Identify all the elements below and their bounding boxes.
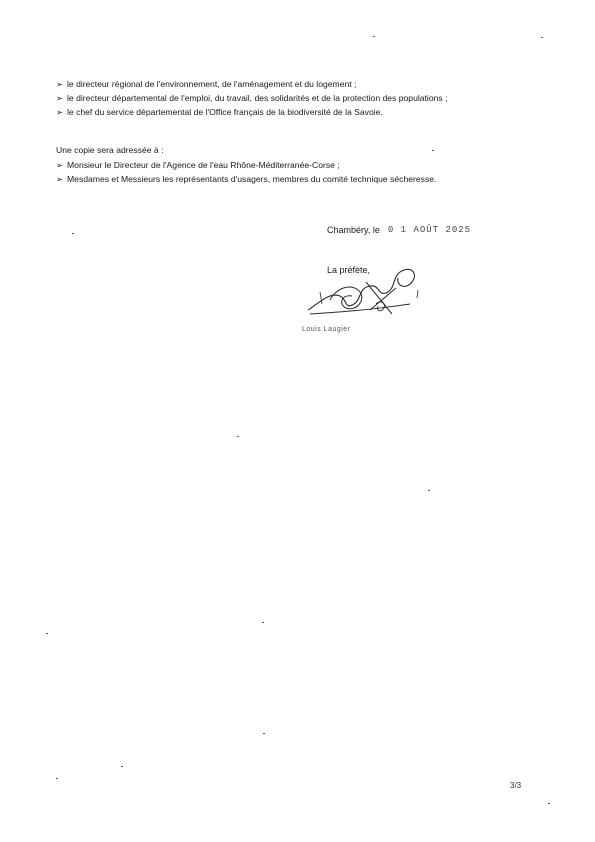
copy-recipients-list: [56, 160, 526, 188]
list-item-text: Monsieur le Directeur de l'Agence de l'eau Rhône-Méditerranée-Corse ;: [67, 160, 340, 170]
signatory-title: La préfète,: [327, 265, 371, 275]
scan-speck: [72, 233, 74, 234]
scan-speck: [121, 766, 123, 767]
scan-speck: [432, 150, 434, 151]
list-item-text: le chef du service départemental de l'Office français de la biodiversité de la Savoie.: [67, 107, 383, 117]
copy-intro: Une copie sera adressée à :: [56, 145, 164, 155]
list-item: [56, 93, 526, 104]
arrow-bullet-icon: ➢: [56, 79, 64, 89]
arrow-bullet-icon: ➢: [56, 160, 64, 170]
scan-speck: [46, 633, 48, 634]
list-item: [56, 174, 526, 185]
list-item: [56, 160, 526, 171]
list-item: [56, 107, 526, 118]
list-item-text: le directeur régional de l'environnement, de l'aménagement et du logement ;: [67, 79, 357, 89]
handwritten-signature: [300, 252, 430, 322]
page-number: 3/3: [510, 781, 522, 790]
scan-speck: [428, 490, 430, 491]
scan-speck: [262, 622, 264, 623]
scan-speck: [548, 803, 550, 804]
place-and-date: [327, 224, 471, 236]
scan-speck: [373, 36, 375, 37]
arrow-bullet-icon: ➢: [56, 107, 64, 117]
scan-speck: [263, 733, 265, 734]
scan-speck: [237, 436, 239, 437]
scan-speck: [541, 37, 543, 38]
arrow-bullet-icon: ➢: [56, 93, 64, 103]
list-item: [56, 79, 526, 90]
scan-speck: [56, 778, 58, 779]
recipients-list: [56, 79, 526, 121]
list-item-text: le directeur départemental de l'emploi, du travail, des solidarités et de la protection des populations ;: [67, 93, 448, 103]
list-item-text: Mesdames et Messieurs les représentants d'usagers, membres du comité technique sécheresse.: [67, 174, 437, 184]
arrow-bullet-icon: ➢: [56, 174, 64, 184]
signatory-name: Louis Laugier: [302, 326, 351, 333]
place-label: Chambéry, le: [327, 225, 380, 235]
date-stamp: 0 1 AOÛT 2025: [387, 225, 472, 235]
